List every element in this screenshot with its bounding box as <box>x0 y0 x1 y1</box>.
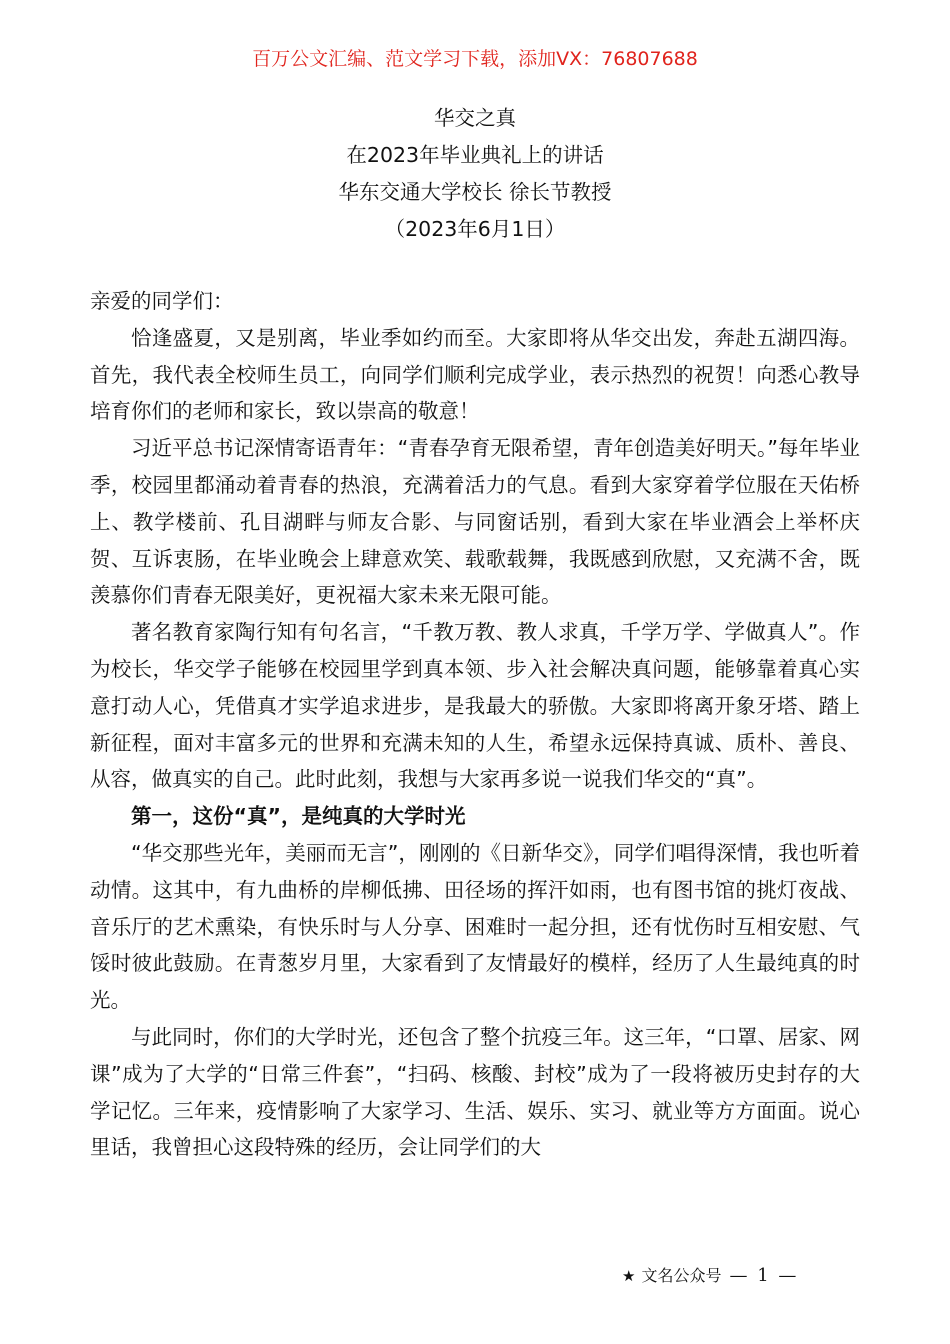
page-number: — 1 — <box>729 1265 799 1286</box>
star-icon: ★ <box>622 1267 636 1285</box>
paragraph: 著名教育家陶行知有句名言，“千教万教、教人求真，千学万学、学做真人”。作为校长，华交学子能够在校园里学到真本领、步入社会解决真问题，能够靠着真心实意打动人心，凭借真才实学追求进步，是我最大的骄傲。大家即将离开象牙塔、踏上新征程，面对丰富多元的世界和充满未知的人生，希望永远保持真诚、质朴、善良、从容，做真实的自己。此时此刻，我想与大家再多说一说我们华交的“真”。 <box>90 620 860 792</box>
paragraph: 恰逢盛夏，又是别离，毕业季如约而至。大家即将从华交出发，奔赴五湖四海。首先，我代表全校师生员工，向同学们顺利完成学业，表示热烈的祝贺！向悉心教导培育你们的老师和家长，致以崇高的敬意！ <box>90 325 860 424</box>
watermark-banner: 百万公文汇编、范文学习下载，添加VX：76807688 <box>252 48 698 70</box>
paragraph: “华交那些光年，美丽而无言”，刚刚的《日新华交》，同学们唱得深情，我也听着动情。这其中，有九曲桥的岸柳低拂、田径场的挥汗如雨，也有图书馆的挑灯夜战、音乐厅的艺术熏染，有快乐时与人分享、困难时一起分担，还有忧伤时互相安慰、气馁时彼此鼓励。在青葱岁月里，大家看到了友情最好的模样，经历了人生最纯真的时光。 <box>90 840 860 1013</box>
speech-body <box>90 283 860 1166</box>
paragraph: 与此同时，你们的大学时光，还包含了整个抗疫三年。这三年，“口罩、居家、网课”成为了大学的“日常三件套”，“扫码、核酸、封校”成为了一段将被历史封存的大学记忆。三年来，疫情影响了大家学习、生活、娱乐、实习、就业等方方面面。说心里话，我曾担心这段特殊的经历，会让同学们的大 <box>90 1024 860 1160</box>
speech-date: （2023年6月1日） <box>384 217 566 241</box>
paragraph: 习近平总书记深情寄语青年：“青春孕育无限希望，青年创造美好明天。”每年毕业季，校园里都涌动着青春的热浪，充满着活力的气息。看到大家穿着学位服在天佑桥上、教学楼前、孔目湖畔与师友合影、与同窗话别，看到大家在毕业酒会上举杯庆贺、互诉衷肠，在毕业晚会上肆意欢笑、载歌载舞，我既感到欣慰，又充满不舍，既羡慕你们青春无限美好，更祝福大家未来无限可能。 <box>90 436 860 608</box>
section-heading: 第一，这份“真”，是纯真的大学时光 <box>131 804 466 829</box>
page-footer <box>622 1264 798 1288</box>
speech-heading <box>0 100 950 248</box>
speaker-line: 华东交通大学校长 徐长节教授 <box>338 180 612 204</box>
footer-source: 文名公众号 <box>641 1266 722 1285</box>
speech-subtitle: 在2023年毕业典礼上的讲话 <box>346 143 604 167</box>
salutation: 亲爱的同学们： <box>90 289 234 313</box>
speech-title: 华交之真 <box>434 106 516 130</box>
